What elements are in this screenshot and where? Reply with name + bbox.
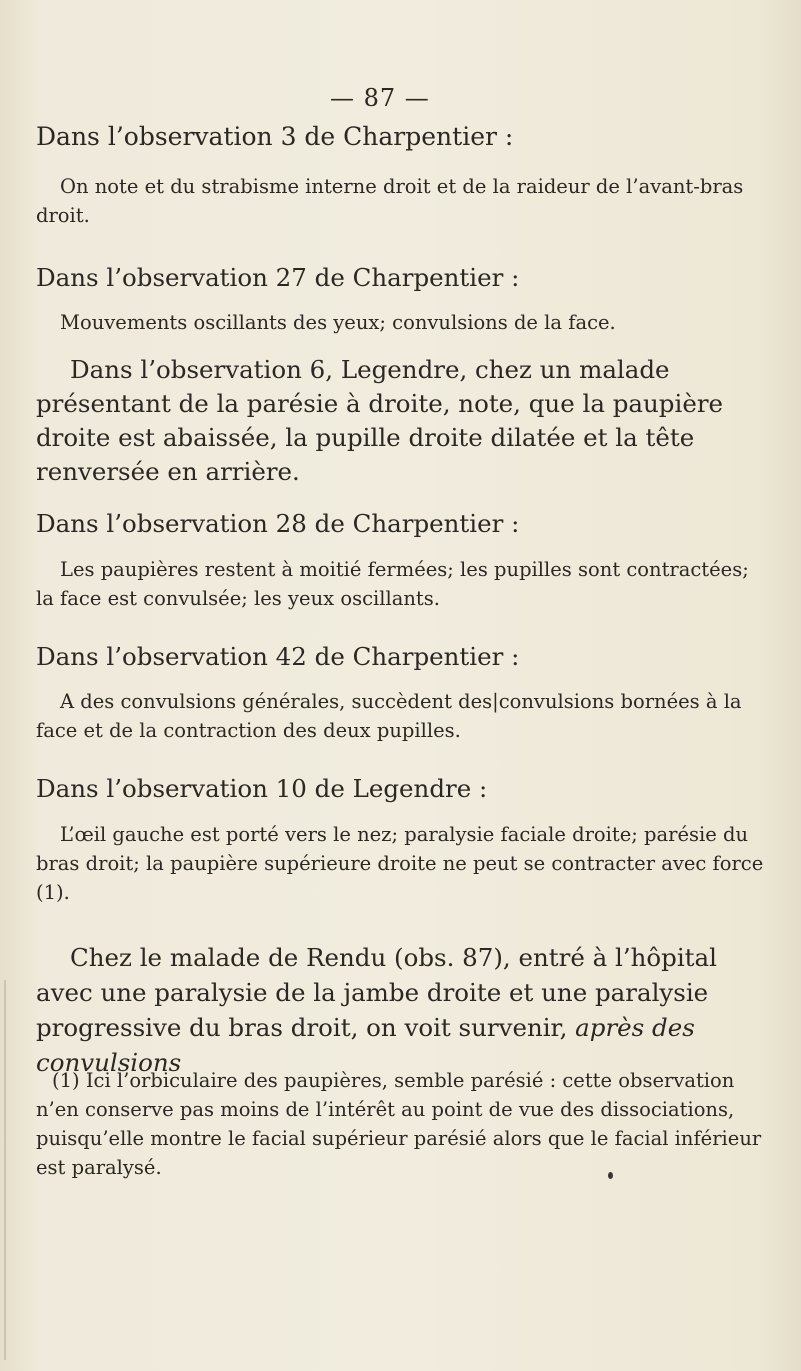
- paragraph-obs-6-text: Dans l’observation 6, Legendre, chez un malade présentant de la parésie à droite, note, que la paupière droite est abaissée, la pupille droite dilatée et la tête renversée en arrière.: [36, 355, 724, 486]
- paragraph-obs-28-text: Les paupières restent à moitié fermées; les pupilles sont contractées; la face est convulsée; les yeux oscillants.: [36, 558, 749, 610]
- paragraph-rendu-italic: après des convulsions: [36, 1013, 695, 1077]
- heading-obs-10: Dans l’observation 10 de Legendre :: [36, 774, 488, 803]
- heading-obs-27: Dans l’observation 27 de Charpentier :: [36, 263, 520, 292]
- paragraph-obs-3: [36, 172, 766, 230]
- paragraph-rendu: [36, 940, 778, 1080]
- ink-speck: [608, 1172, 613, 1179]
- paragraph-obs-10-text: L’œil gauche est porté vers le nez; paralysie faciale droite; parésie du bras droit; la paupière supérieure droite ne peut se contracter avec force (1).: [36, 823, 764, 904]
- paragraph-obs-42: [36, 687, 766, 745]
- heading-obs-3: Dans l’observation 3 de Charpentier :: [36, 122, 514, 151]
- page-number: — 87 —: [330, 84, 430, 112]
- paragraph-obs-28: [36, 555, 766, 613]
- footnote-text: (1) Ici l’orbiculaire des paupières, semble parésié : cette observation n’en conserve pas moins de l’intérêt au point de vue des dissociations, puisqu’elle montre le facial supérieur parésié alors que le facial inférieur est paralysé.: [36, 1069, 762, 1179]
- paragraph-obs-27-text: Mouvements oscillants des yeux; convulsions de la face.: [60, 311, 616, 334]
- paragraph-obs-42-text: A des convulsions générales, succèdent des|convulsions bornées à la face et de la contraction des deux pupilles.: [36, 690, 742, 742]
- heading-obs-42: Dans l’observation 42 de Charpentier :: [36, 642, 520, 671]
- heading-obs-28: Dans l’observation 28 de Charpentier :: [36, 509, 520, 538]
- paragraph-obs-27: [36, 308, 766, 337]
- paragraph-obs-6: [36, 353, 778, 489]
- paragraph-obs-3-text: On note et du strabisme interne droit et de la raideur de l’avant-bras droit.: [36, 175, 744, 227]
- paragraph-obs-10: [36, 820, 766, 907]
- paragraph-rendu-text: Chez le malade de Rendu (obs. 87), entré à l’hôpital avec une paralysie de la jambe droite et une paralysie progressive du bras droit, on voit survenir,: [36, 943, 717, 1042]
- footnote: [36, 1066, 776, 1182]
- page-edge-shadow: [4, 980, 6, 1360]
